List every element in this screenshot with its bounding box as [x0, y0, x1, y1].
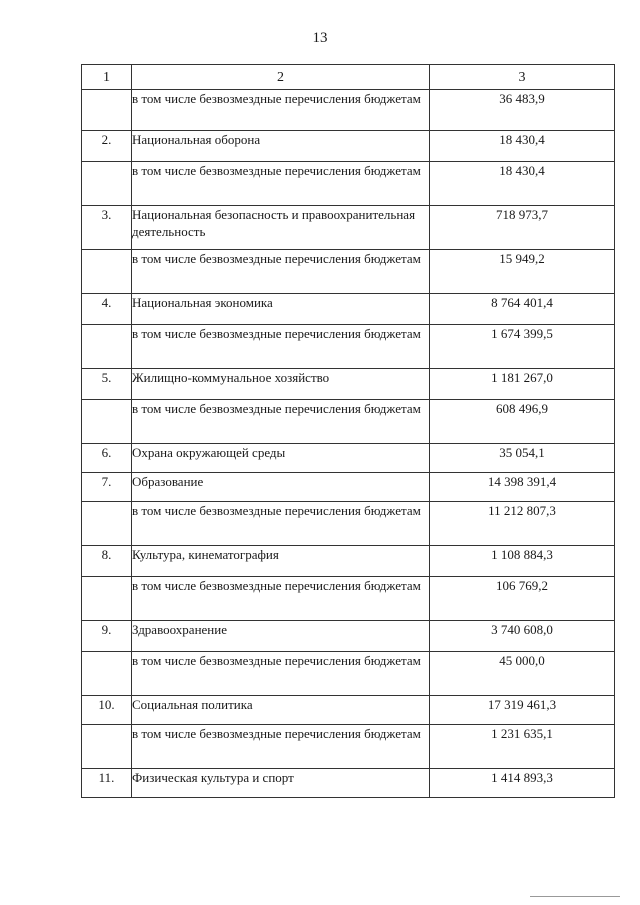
- row-number: [82, 162, 132, 206]
- row-value: 18 430,4: [430, 162, 615, 206]
- table-row: [82, 369, 615, 400]
- row-number: 2.: [82, 131, 132, 162]
- row-number: [82, 400, 132, 444]
- row-number: [82, 250, 132, 294]
- row-name: в том числе безвозмездные перечисления бюджетам: [132, 90, 430, 131]
- row-number: 8.: [82, 546, 132, 577]
- table-row: [82, 769, 615, 798]
- row-number: [82, 90, 132, 131]
- row-name: Жилищно-коммунальное хозяйство: [132, 369, 430, 400]
- row-value: 1 181 267,0: [430, 369, 615, 400]
- table-row: [82, 696, 615, 725]
- row-value: 106 769,2: [430, 577, 615, 621]
- table-row: [82, 502, 615, 546]
- row-value: 1 414 893,3: [430, 769, 615, 798]
- row-number: [82, 502, 132, 546]
- table-row: [82, 473, 615, 502]
- row-name: в том числе безвозмездные перечисления бюджетам: [132, 250, 430, 294]
- row-name: в том числе безвозмездные перечисления бюджетам: [132, 400, 430, 444]
- row-name: в том числе безвозмездные перечисления бюджетам: [132, 652, 430, 696]
- row-name: в том числе безвозмездные перечисления бюджетам: [132, 162, 430, 206]
- row-value: 11 212 807,3: [430, 502, 615, 546]
- table-row: [82, 250, 615, 294]
- row-name: в том числе безвозмездные перечисления бюджетам: [132, 577, 430, 621]
- row-value: 8 764 401,4: [430, 294, 615, 325]
- row-value: 35 054,1: [430, 444, 615, 473]
- table-row: [82, 621, 615, 652]
- table-row: [82, 206, 615, 250]
- row-value: 3 740 608,0: [430, 621, 615, 652]
- row-name: в том числе безвозмездные перечисления бюджетам: [132, 725, 430, 769]
- table-header-row: [82, 65, 615, 90]
- table-row: [82, 546, 615, 577]
- row-number: 5.: [82, 369, 132, 400]
- row-number: 9.: [82, 621, 132, 652]
- header-col-2: 2: [132, 65, 430, 90]
- row-name: Национальная безопасность и правоохранительная деятельность: [132, 206, 430, 250]
- row-number: 11.: [82, 769, 132, 798]
- table-row: [82, 444, 615, 473]
- header-col-3: 3: [430, 65, 615, 90]
- row-value: 718 973,7: [430, 206, 615, 250]
- row-name: Национальная экономика: [132, 294, 430, 325]
- row-value: 45 000,0: [430, 652, 615, 696]
- row-number: 3.: [82, 206, 132, 250]
- table-row: [82, 162, 615, 206]
- row-name: Охрана окружающей среды: [132, 444, 430, 473]
- row-value: 36 483,9: [430, 90, 615, 131]
- scan-mark-line: [530, 896, 620, 897]
- row-number: 7.: [82, 473, 132, 502]
- row-value: 1 231 635,1: [430, 725, 615, 769]
- row-number: [82, 325, 132, 369]
- row-name: в том числе безвозмездные перечисления бюджетам: [132, 325, 430, 369]
- row-value: 1 674 399,5: [430, 325, 615, 369]
- row-number: [82, 652, 132, 696]
- header-col-1: 1: [82, 65, 132, 90]
- row-number: [82, 577, 132, 621]
- table-row: [82, 131, 615, 162]
- row-name: Здравоохранение: [132, 621, 430, 652]
- row-number: 6.: [82, 444, 132, 473]
- budget-table: [81, 64, 615, 798]
- row-number: [82, 725, 132, 769]
- row-number: 10.: [82, 696, 132, 725]
- table-row: [82, 577, 615, 621]
- row-name: Социальная политика: [132, 696, 430, 725]
- row-name: в том числе безвозмездные перечисления бюджетам: [132, 502, 430, 546]
- row-value: 14 398 391,4: [430, 473, 615, 502]
- row-value: 1 108 884,3: [430, 546, 615, 577]
- table-row: [82, 400, 615, 444]
- row-value: 15 949,2: [430, 250, 615, 294]
- row-value: 17 319 461,3: [430, 696, 615, 725]
- table-row: [82, 90, 615, 131]
- row-value: 608 496,9: [430, 400, 615, 444]
- row-name: Образование: [132, 473, 430, 502]
- row-name: Физическая культура и спорт: [132, 769, 430, 798]
- page-number: 13: [312, 30, 328, 46]
- table-row: [82, 725, 615, 769]
- row-name: Культура, кинематография: [132, 546, 430, 577]
- row-number: 4.: [82, 294, 132, 325]
- row-value: 18 430,4: [430, 131, 615, 162]
- table-row: [82, 325, 615, 369]
- table-row: [82, 294, 615, 325]
- row-name: Национальная оборона: [132, 131, 430, 162]
- table-row: [82, 652, 615, 696]
